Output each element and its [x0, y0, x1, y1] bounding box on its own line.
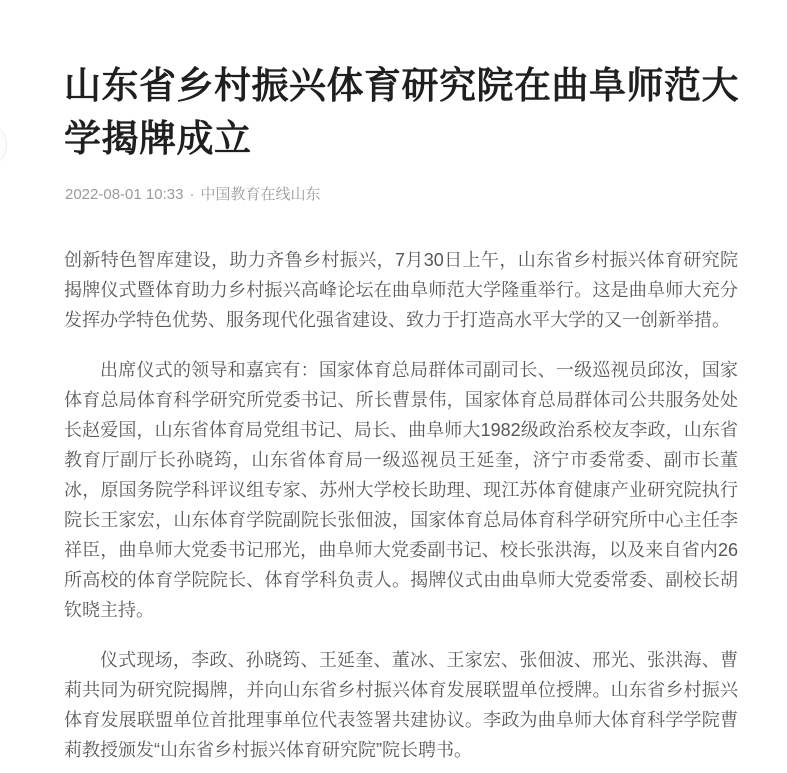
floating-button-partial[interactable]	[0, 122, 7, 168]
paragraph-ceremony: 仪式现场，李政、孙晓筠、王延奎、董冰、王家宏、张佃波、邢光、张洪海、曹莉共同为研究院揭牌，并向山东省乡村振兴体育发展联盟单位授牌。山东省乡村振兴体育发展联盟单位首批理事单位代表签署共建协议。李政为曲阜师大体育科学学院曹莉教授颁发“山东省乡村振兴体育研究院”院长聘书。	[64, 650, 738, 760]
source-name: 中国教育在线山东	[200, 186, 321, 203]
meta-line	[65, 186, 320, 204]
paragraph-guests: 出席仪式的领导和嘉宾有：国家体育总局群体司副司长、一级巡视员邱汝，国家体育总局体育科学研究所党委书记、所长曹景伟，国家体育总局群体司公共服务处处长赵爱国，山东省体育局党组书记、局长、曲阜师大1982级政治系校友李政，山东省教育厅副厅长孙晓筠，山东省体育局一级巡视员王延奎，济宁市委常委、副市长董冰，原国务院学科评议组专家、苏州大学校长助理、现江苏体育健康产业研究院执行院长王家宏，山东体育学院副院长张佃波，国家体育总局体育科学研究所中心主任李祥臣，曲阜师大党委书记邢光，曲阜师大党委副书记、校长张洪海，以及来自省内26所高校的体育学院院长、体育学科负责人。揭牌仪式由曲阜师大党委常委、副校长胡钦晓主持。	[64, 360, 738, 620]
meta-separator: ·	[189, 186, 195, 203]
publish-timestamp: 2022-08-01 10:33	[65, 186, 184, 203]
page-title: 山东省乡村振兴体育研究院在曲阜师范大学揭牌成立	[64, 65, 739, 159]
paragraph-intro: 创新特色智库建设，助力齐鲁乡村振兴，7月30日上午，山东省乡村振兴体育研究院揭牌仪式暨体育助力乡村振兴高峰论坛在曲阜师范大学隆重举行。这是曲阜师大充分发挥办学特色优势、服务现代化强省建设、致力于打造高水平大学的又一创新举措。	[64, 250, 738, 330]
article-body	[64, 245, 738, 773]
